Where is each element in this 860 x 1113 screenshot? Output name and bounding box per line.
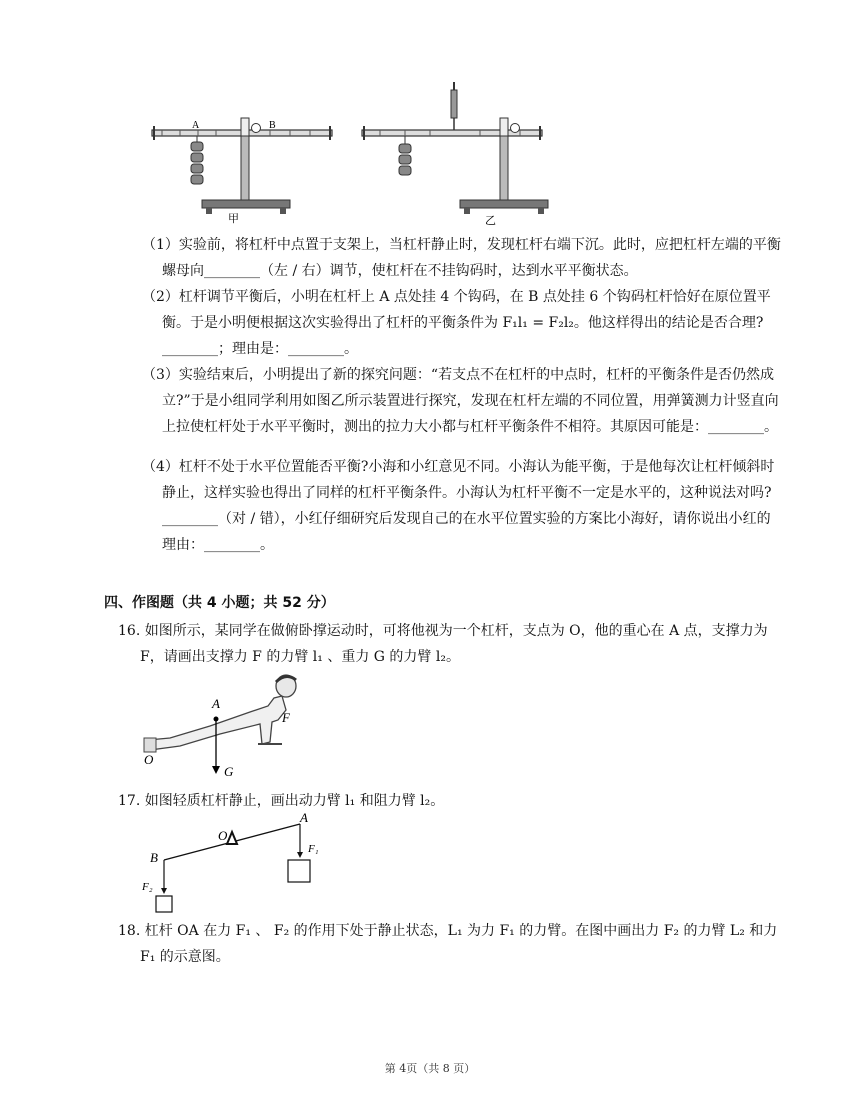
lever-label-f2: F₂ (142, 881, 153, 893)
pushup-figure (140, 670, 310, 782)
caption-jia: 甲 (228, 213, 239, 225)
q16-text: 16. 如图所示，某同学在做俯卧撑运动时，可将他视为一个杠杆，支点为 O，他的重心在 A 点，支撑力为 F，请画出支撑力 F 的力臂 l₁ 、重力 G 的力臂 l₂。 (118, 623, 768, 665)
q15-part4: （4）杠杆不处于水平位置能否平衡?小海和小红意见不同。小海认为能平衡，于是他每次让杠杆倾斜时静止，这样实验也得出了同样的杠杆平衡条件。小海认为杠杆平衡不一定是水平的，这种说法对吗?________（对 / 错），小红仔细研究后发现自己的在水平位置实验的方案比小海好，请你说出小红的理由：________。 (142, 459, 775, 553)
figure-yi (362, 82, 548, 227)
q15-part1: （1）实验前，将杠杆中点置于支架上，当杠杆静止时，发现杠杆右端下沉。此时，应把杠杆左端的平衡螺母向________（左 / 右）调节，使杠杆在不挂钩码时，达到水平平衡状态。 (142, 237, 781, 279)
label-a: A (192, 120, 200, 131)
spring-scale-icon (451, 90, 457, 118)
lever-label-o: O (218, 828, 228, 843)
pushup-label-a: A (212, 696, 220, 711)
lever-label-f1: F₁ (308, 843, 319, 855)
pushup-label-g: G (224, 764, 234, 779)
pushup-label-o: O (144, 752, 154, 767)
lever-label-b: B (150, 850, 158, 865)
label-b: B (269, 120, 276, 131)
caption-yi: 乙 (485, 215, 496, 227)
lever-experiment-figure (140, 80, 560, 230)
q17-text: 17. 如图轻质杠杆静止，画出动力臂 l₁ 和阻力臂 l₂。 (118, 793, 445, 809)
section-heading: 四、作图题（共 4 小题；共 52 分） (104, 595, 335, 611)
q18-text: 18. 杠杆 OA 在力 F₁ 、 F₂ 的作用下处于静止状态，L₁ 为力 F₁ 的力臂。在图中画出力 F₂ 的力臂 L₂ 和力 F₁ 的示意图。 (118, 923, 778, 965)
lever-figure (136, 810, 326, 916)
lever-label-a: A (300, 810, 308, 825)
figure-jia (152, 118, 332, 225)
q15-part3: （3）实验结束后，小明提出了新的探究问题：“若支点不在杠杆的中点时，杠杆的平衡条件是否仍然成立?”于是小组同学利用如图乙所示装置进行探究，发现在杠杆左端的不同位置，用弹簧测力计竖直向上拉使杠杆处于水平平衡时，测出的拉力大小都与杠杆平衡条件不相符。其原因可能是：________。 (142, 367, 779, 435)
pushup-label-f: F (282, 710, 290, 725)
q15-part2: （2）杠杆调节平衡后，小明在杠杆上 A 点处挂 4 个钩码，在 B 点处挂 6 个钩码杠杆恰好在原位置平衡。于是小明便根据这次实验得出了杠杆的平衡条件为 F₁l₁ = F₂l₂。他这样得出的结论是否合理?________；理由是：________。 (142, 289, 771, 357)
page-footer: 第 4页（共 8 页） (384, 1062, 476, 1075)
